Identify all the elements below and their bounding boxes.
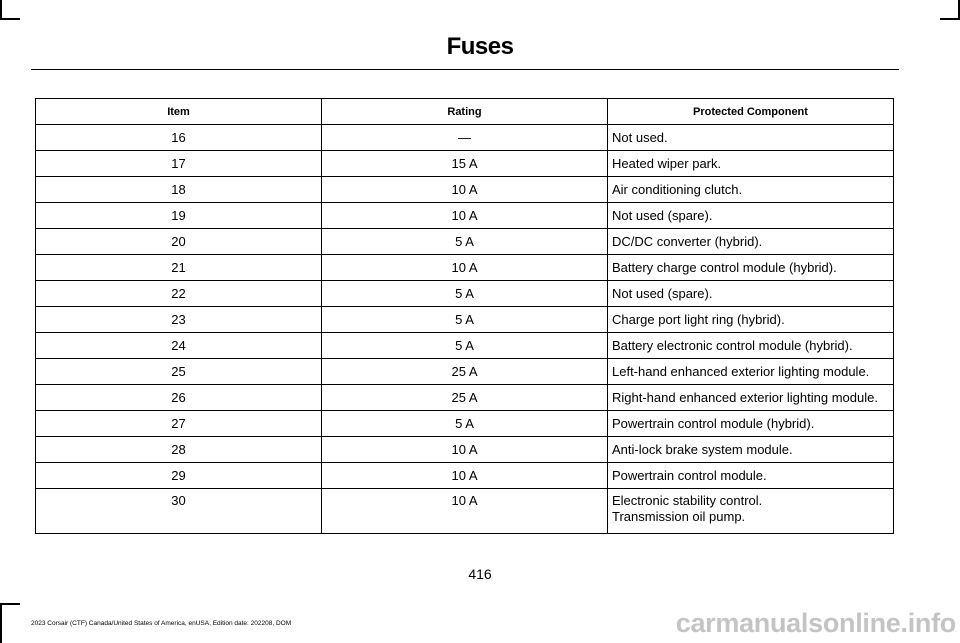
fuse-rating: 25 A <box>322 385 608 411</box>
fuse-rating: 5 A <box>322 333 608 359</box>
table-row <box>36 125 894 151</box>
protected-component-line: Not used (spare). <box>612 208 713 223</box>
protected-component-line: Not used (spare). <box>612 286 713 301</box>
fuse-table <box>35 98 894 534</box>
crop-mark-top-left-horizontal <box>0 18 20 20</box>
protected-component-line: Battery electronic control module (hybrid). <box>612 338 853 353</box>
protected-component <box>608 411 894 437</box>
fuse-item-number: 29 <box>36 463 322 489</box>
fuse-item-number: 17 <box>36 151 322 177</box>
fuse-item-number: 22 <box>36 281 322 307</box>
fuse-rating: 10 A <box>322 203 608 229</box>
fuse-rating: 10 A <box>322 255 608 281</box>
protected-component-line: Left-hand enhanced exterior lighting module. <box>612 364 870 379</box>
protected-component <box>608 177 894 203</box>
table-row <box>36 281 894 307</box>
table-row <box>36 385 894 411</box>
footer-edition-text: 2023 Corsair (CTF) Canada/United States of America, enUSA, Edition date: 202208, DOM <box>31 620 292 627</box>
table-header-row <box>36 99 894 125</box>
protected-component-line: Not used. <box>612 130 668 145</box>
header-item: Item <box>36 99 322 125</box>
protected-component <box>608 463 894 489</box>
table-row <box>36 203 894 229</box>
fuse-rating: 10 A <box>322 177 608 203</box>
fuse-item-number: 30 <box>36 489 322 534</box>
fuse-rating: 5 A <box>322 411 608 437</box>
fuse-item-number: 21 <box>36 255 322 281</box>
fuse-item-number: 23 <box>36 307 322 333</box>
protected-component <box>608 489 894 534</box>
protected-component-line: Transmission oil pump. <box>612 509 746 524</box>
crop-mark-top-left-vertical <box>0 0 2 20</box>
header-protected-component: Protected Component <box>608 99 894 125</box>
table-row <box>36 411 894 437</box>
crop-mark-top-right-horizontal <box>940 18 960 20</box>
protected-component-line: Powertrain control module. <box>612 468 767 483</box>
table-row <box>36 333 894 359</box>
fuse-item-number: 19 <box>36 203 322 229</box>
fuse-table-body <box>36 125 894 534</box>
protected-component <box>608 203 894 229</box>
table-row <box>36 151 894 177</box>
fuse-item-number: 28 <box>36 437 322 463</box>
table-row <box>36 463 894 489</box>
protected-component-line: Anti-lock brake system module. <box>612 442 793 457</box>
title-underline <box>31 69 899 70</box>
header-rating: Rating <box>322 99 608 125</box>
protected-component-line: Air conditioning clutch. <box>612 182 743 197</box>
fuse-item-number: 26 <box>36 385 322 411</box>
table-row <box>36 489 894 534</box>
fuse-rating: 10 A <box>322 463 608 489</box>
protected-component-line: Electronic stability control. <box>612 493 763 508</box>
protected-component-line: Right-hand enhanced exterior lighting module. <box>612 390 878 405</box>
fuse-item-number: 20 <box>36 229 322 255</box>
protected-component-line: Powertrain control module (hybrid). <box>612 416 815 431</box>
protected-component <box>608 229 894 255</box>
protected-component <box>608 151 894 177</box>
protected-component <box>608 385 894 411</box>
fuse-rating: 5 A <box>322 307 608 333</box>
protected-component <box>608 125 894 151</box>
table-row <box>36 177 894 203</box>
fuse-item-number: 18 <box>36 177 322 203</box>
watermark-logo: carmanualsonline.info <box>675 608 956 638</box>
crop-mark-bottom-left-vertical <box>0 603 2 643</box>
protected-component <box>608 437 894 463</box>
fuse-item-number: 27 <box>36 411 322 437</box>
fuse-rating: 10 A <box>322 489 608 534</box>
fuse-item-number: 25 <box>36 359 322 385</box>
fuse-rating: 25 A <box>322 359 608 385</box>
protected-component <box>608 333 894 359</box>
fuse-rating: — <box>322 125 608 151</box>
page-number: 416 <box>468 566 492 582</box>
fuse-rating: 5 A <box>322 281 608 307</box>
table-row <box>36 359 894 385</box>
table-row <box>36 229 894 255</box>
table-row <box>36 307 894 333</box>
fuse-rating: 5 A <box>322 229 608 255</box>
protected-component <box>608 359 894 385</box>
page-title: Fuses <box>446 33 514 60</box>
protected-component-line: Heated wiper park. <box>612 156 722 171</box>
protected-component-line: DC/DC converter (hybrid). <box>612 234 763 249</box>
protected-component-line: Battery charge control module (hybrid). <box>612 260 837 275</box>
protected-component <box>608 307 894 333</box>
protected-component <box>608 281 894 307</box>
table-row <box>36 255 894 281</box>
fuse-item-number: 24 <box>36 333 322 359</box>
fuse-rating: 15 A <box>322 151 608 177</box>
protected-component-line: Charge port light ring (hybrid). <box>612 312 785 327</box>
table-row <box>36 437 894 463</box>
crop-mark-bottom-left-horizontal <box>0 603 20 605</box>
fuse-item-number: 16 <box>36 125 322 151</box>
protected-component <box>608 255 894 281</box>
fuse-rating: 10 A <box>322 437 608 463</box>
